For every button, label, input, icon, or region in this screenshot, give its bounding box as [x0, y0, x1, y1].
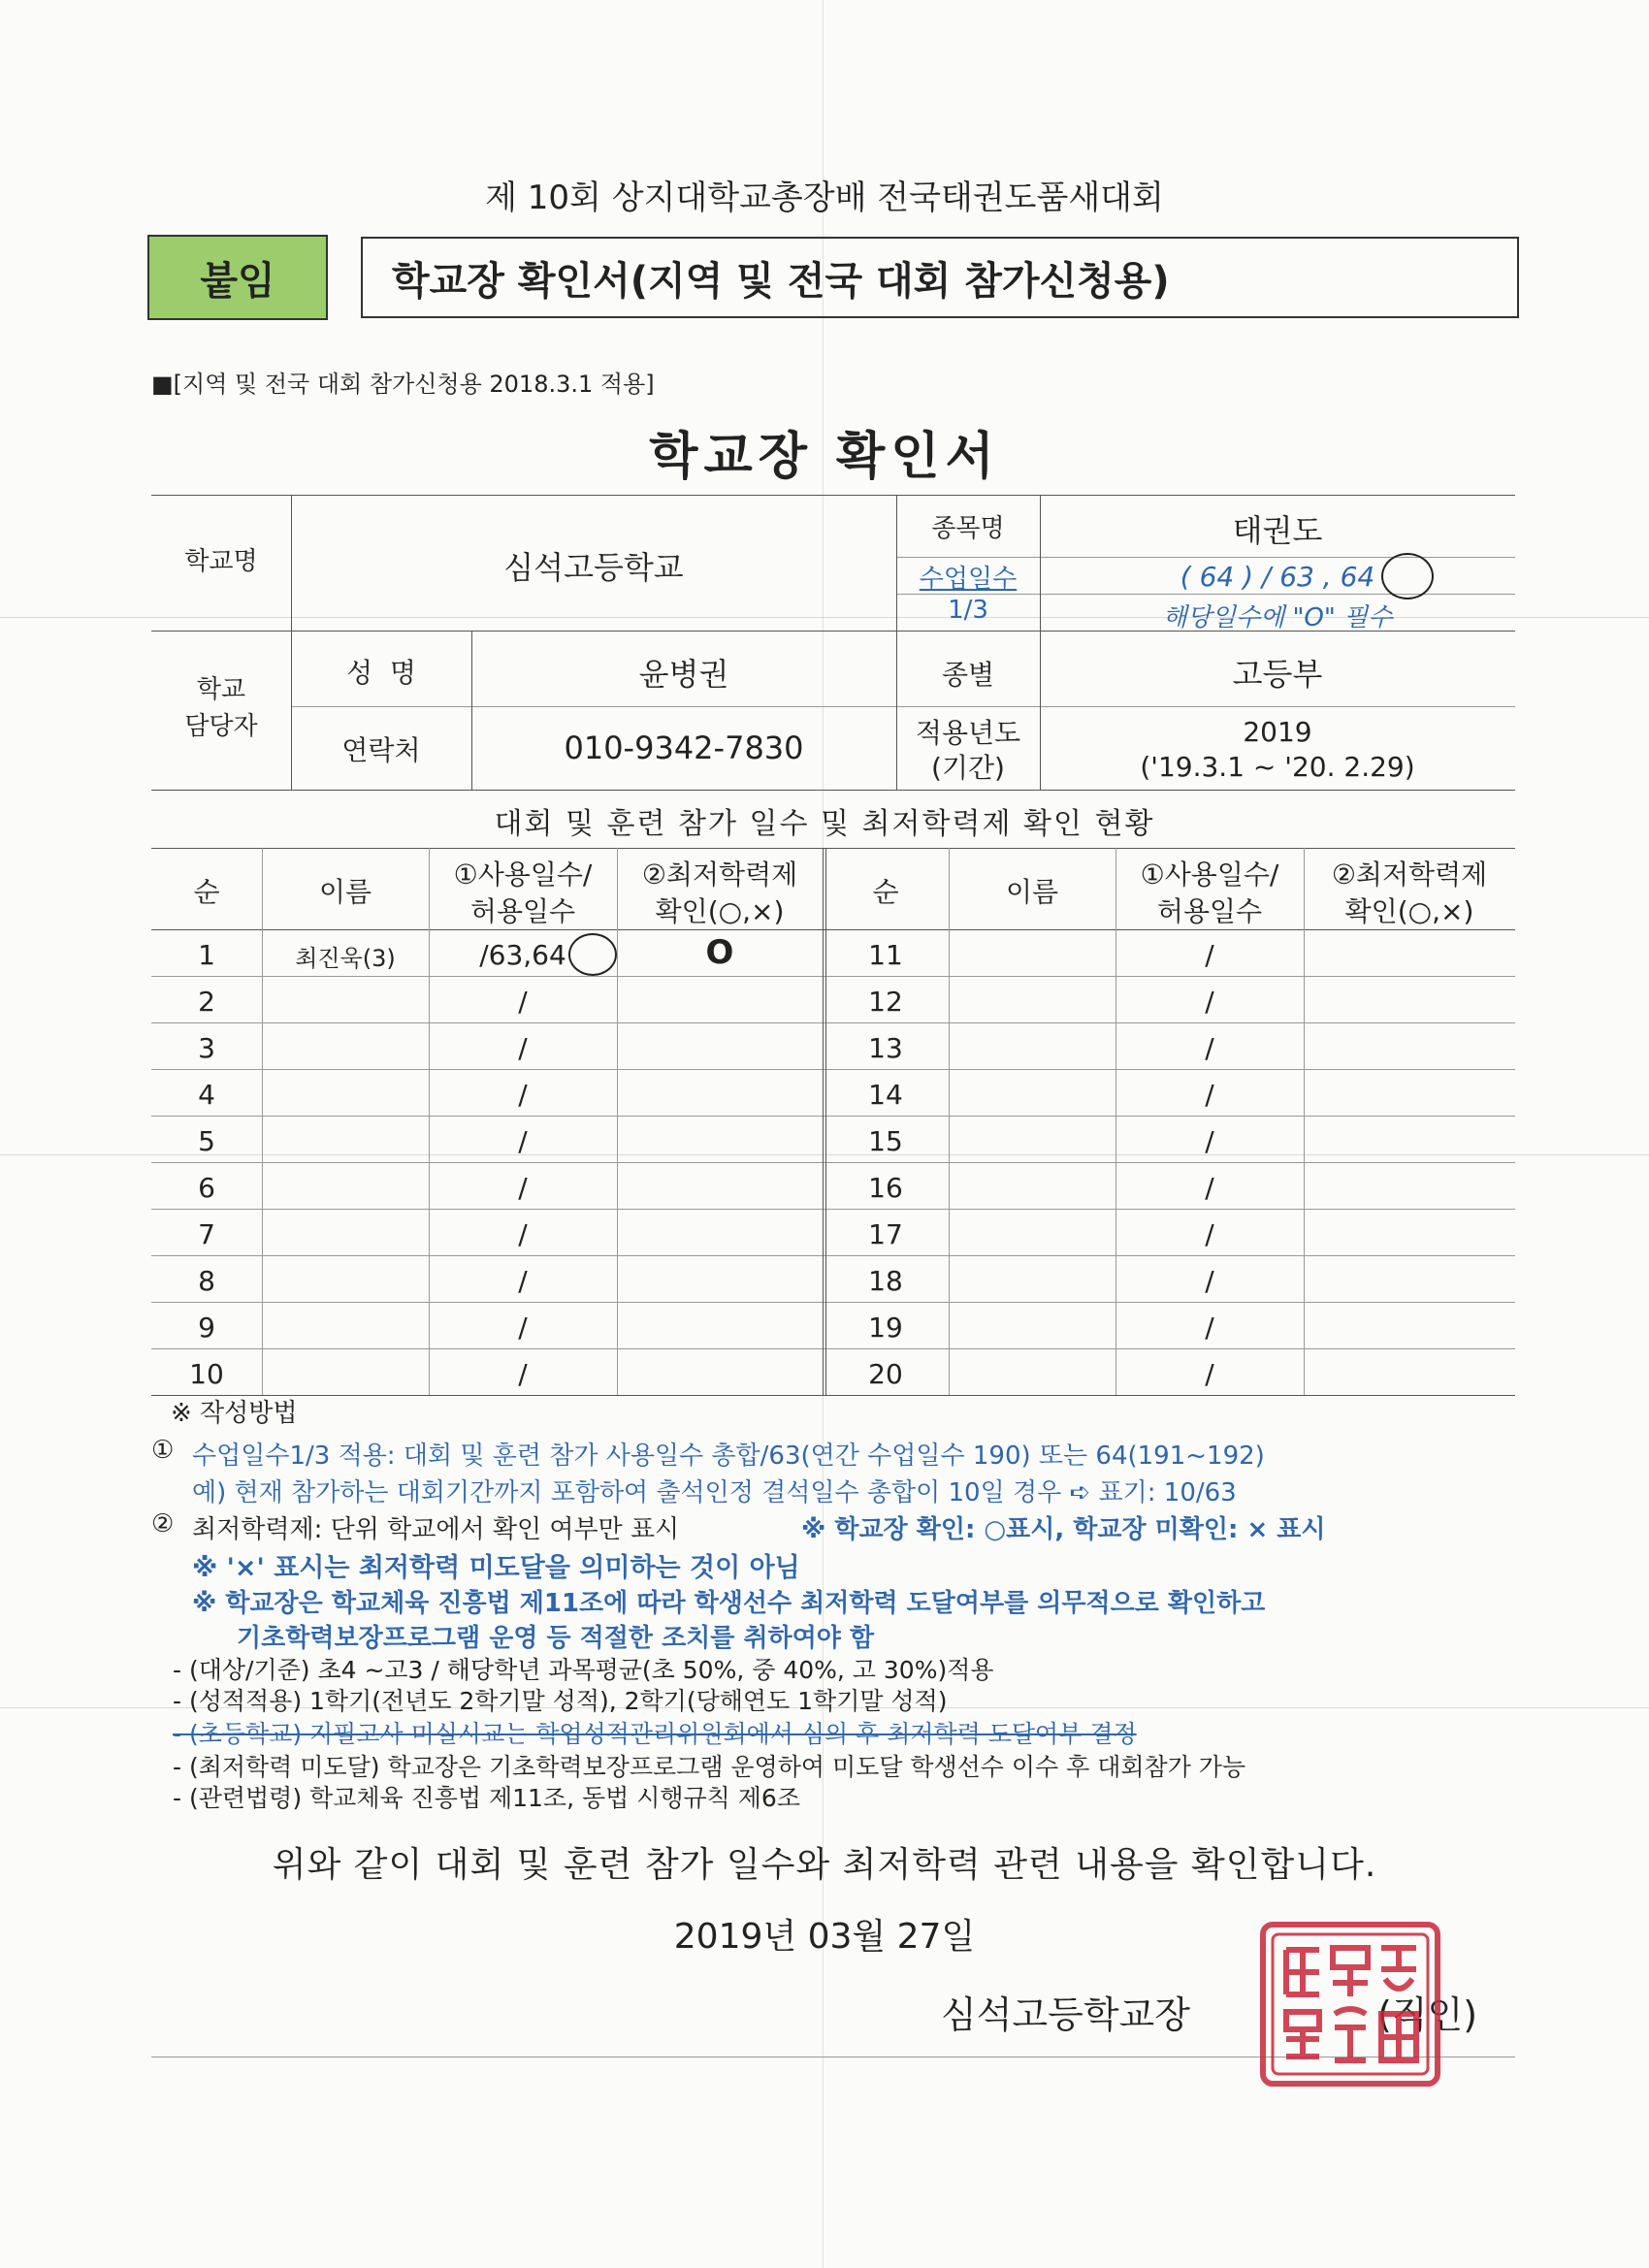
table-cell-no: 10: [189, 1358, 224, 1390]
class-days-label: 수업일수: [919, 565, 1018, 594]
class-days-note: 해당일수에 "O" 필수: [1162, 603, 1393, 632]
table-cell-no: 19: [868, 1312, 903, 1344]
school-name-value: 심석고등학교: [503, 549, 684, 586]
table-cell-days: /: [518, 1172, 528, 1204]
detail-1: - (대상/기준) 초4 ~고3 / 해당학년 과목평균(초 50%, 중 40%, 고 30%)적용: [173, 1656, 994, 1684]
header-days-right-2: 허용일수: [1156, 895, 1263, 927]
school-name-label: 학교명: [184, 547, 258, 576]
table-cell-no: 18: [868, 1265, 903, 1297]
table-cell-days: /: [1205, 986, 1214, 1018]
sport-label: 종목명: [931, 514, 1005, 543]
table-cell-no: 9: [198, 1312, 215, 1344]
table-cell-days: /: [518, 986, 528, 1018]
confirm-date: 2019년 03월 27일: [673, 1917, 976, 1957]
table-cell-days: /: [1205, 1218, 1214, 1250]
method-title: ※ 작성방법: [171, 1399, 298, 1428]
note-2-text: 최저학력제: 단위 학교에서 확인 여부만 표시: [192, 1515, 680, 1544]
detail-4: - (최저학력 미도달) 학교장은 기초학력보장프로그램 운영하여 미도달 학생선수 이수 후 대회참가 가능: [173, 1753, 1246, 1781]
table-cell-days: /: [518, 1312, 528, 1344]
class-days-fraction: 1/3: [948, 596, 988, 625]
table-cell-days: /: [518, 1032, 528, 1064]
note-4-line-1: ※ 학교장은 학교체육 진흥법 제11조에 따라 학생선수 최저학력 도달여부를 의무적으로 확인하고: [192, 1589, 1266, 1618]
main-title: 학교장 확인서: [649, 428, 1000, 486]
sport-value: 태권도: [1232, 512, 1323, 549]
header-min-right-1: ②최저학력제: [1331, 859, 1488, 891]
table-cell-days: /: [1205, 1172, 1214, 1204]
table-cell-no: 6: [198, 1172, 215, 1204]
header-name-left: 이름: [318, 876, 372, 908]
header-days-right-1: ①사용일수/: [1140, 859, 1279, 891]
form-title-text: 학교장 확인서(지역 및 전국 대회 참가신청용): [392, 258, 1170, 304]
table-cell-no: 4: [198, 1079, 215, 1111]
name-label: 성 명: [346, 657, 416, 689]
header-min-right-2: 확인(○,×): [1344, 895, 1474, 927]
table-cell-days: /: [1205, 1265, 1214, 1297]
note-1-line-2: 예) 현재 참가하는 대회기간까지 포함하여 출석인정 결석일수 총합이 10일 경우 ➪ 표기: 10/63: [192, 1478, 1237, 1507]
table-cell-days: /: [1205, 939, 1214, 971]
detail-2: - (성적적용) 1학기(전년도 2학기말 성적), 2학기(당해연도 1학기말 성적): [173, 1687, 948, 1715]
handwritten-circle-icon: [568, 933, 617, 976]
table-cell-days: /: [1205, 1125, 1214, 1157]
table-cell-no: 16: [868, 1172, 903, 1204]
division-value: 고등부: [1232, 656, 1323, 693]
year-label-1: 적용년도: [915, 717, 1021, 749]
attachment-label: 붙임: [200, 258, 275, 304]
seal-note: (직인): [1377, 1993, 1478, 2036]
manager-label-2: 담당자: [184, 712, 258, 741]
table-cell-name: 최진욱(3): [295, 945, 396, 972]
event-title: 제 10회 상지대학교총장배 전국태권도품새대회: [485, 178, 1164, 217]
table-cell-no: 5: [198, 1125, 215, 1157]
table-cell-days: /: [1205, 1358, 1214, 1390]
header-no-right: 순: [872, 876, 899, 908]
period-value: ('19.3.1 ~ '20. 2.29): [1140, 751, 1415, 783]
table-cell-no: 3: [198, 1032, 215, 1064]
contact-value: 010-9342-7830: [564, 729, 804, 766]
table-cell-no: 2: [198, 986, 215, 1018]
table-cell-days: /: [518, 1079, 528, 1111]
table-cell-no: 7: [198, 1218, 215, 1250]
form-title-box: [361, 237, 1519, 318]
table-cell-no: 12: [868, 986, 903, 1018]
table-cell-no: 13: [868, 1032, 903, 1064]
manager-name-value: 윤병권: [638, 656, 729, 693]
table-cell-no: 1: [198, 939, 215, 971]
header-days-left-1: ①사용일수/: [453, 859, 593, 891]
table-cell-no: 17: [868, 1218, 903, 1250]
year-value: 2019: [1243, 716, 1312, 748]
school-seal-stamp-icon: [1257, 1919, 1443, 2090]
table-cell-days: /: [1205, 1312, 1214, 1344]
division-label: 종별: [941, 659, 995, 691]
class-days-value: ( 64 ) / 63 , 64: [1180, 561, 1375, 593]
status-title: 대회 및 훈련 참가 일수 및 최저학력제 확인 현황: [494, 807, 1155, 841]
attachment-badge: [147, 235, 328, 320]
table-cell-days: /: [518, 1218, 528, 1250]
header-name-right: 이름: [1005, 876, 1059, 908]
handwritten-circle-icon: [1381, 553, 1434, 599]
table-cell-days: /: [518, 1125, 528, 1157]
principal-name: 심석고등학교장: [941, 1993, 1190, 2036]
table-cell-no: 14: [868, 1079, 903, 1111]
table-cell-no: 11: [868, 939, 903, 971]
table-cell-days: /: [518, 1358, 528, 1390]
header-no-left: 순: [193, 876, 220, 908]
table-cell-no: 8: [198, 1265, 215, 1297]
table-cell-days: /63,64: [479, 939, 566, 971]
note-4-line-2: 기초학력보장프로그램 운영 등 적절한 조치를 취하여야 함: [237, 1624, 875, 1653]
year-label-2: (기간): [931, 752, 1005, 784]
manager-label-1: 학교: [196, 675, 246, 704]
table-cell-days: /: [1205, 1032, 1214, 1064]
table-cell-min: O: [705, 933, 734, 972]
detail-5: - (관련법령) 학교체육 진흥법 제11조, 동법 시행규칙 제6조: [173, 1784, 800, 1812]
note-2-mark: ②: [151, 1509, 175, 1539]
table-cell-days: /: [518, 1265, 528, 1297]
header-min-left-2: 확인(○,×): [655, 895, 785, 927]
table-cell-no: 15: [868, 1125, 903, 1157]
contact-label: 연락처: [341, 734, 421, 766]
confirm-statement: 위와 같이 대회 및 훈련 참가 일수와 최저학력 관련 내용을 확인합니다.: [272, 1845, 1377, 1885]
header-days-left-2: 허용일수: [469, 895, 576, 927]
note-1-line-1: 수업일수1/3 적용: 대회 및 훈련 참가 사용일수 총합/63(연간 수업일수 190) 또는 64(191~192): [192, 1442, 1265, 1471]
note-2-highlight: ※ 학교장 확인: ○표시, 학교장 미확인: × 표시: [801, 1515, 1326, 1544]
table-cell-days: /: [1205, 1079, 1214, 1111]
table-cell-no: 20: [868, 1358, 903, 1390]
detail-3: - (초등학교) 지필고사 미실시교는 학업성적관리위원회에서 심의 후 최저학력 도달여부 결정: [173, 1720, 1137, 1748]
applicable-note: ■[지역 및 전국 대회 참가신청용 2018.3.1 적용]: [151, 371, 655, 398]
header-min-left-1: ②최저학력제: [641, 859, 798, 891]
note-1-mark: ①: [151, 1436, 175, 1465]
note-3: ※ '×' 표시는 최저학력 미도달을 의미하는 것이 아님: [192, 1553, 800, 1583]
